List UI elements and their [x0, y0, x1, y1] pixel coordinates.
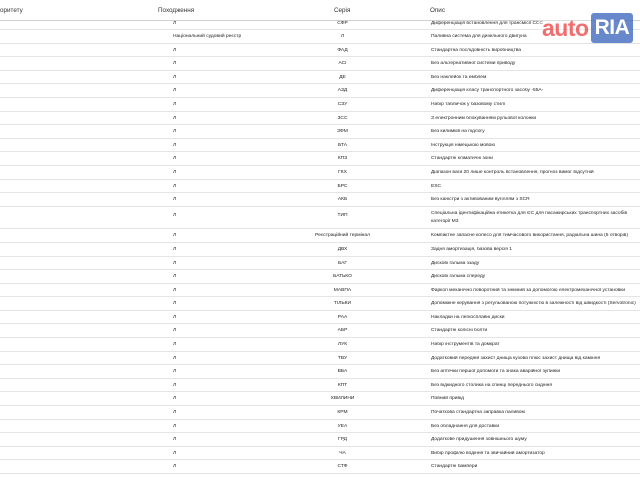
table-row — [0, 57, 640, 71]
cell-description: Без аптечки першої допомоги та знака аварійної зупинки — [431, 369, 561, 375]
cell-origin: Л — [173, 301, 177, 307]
table-row — [0, 180, 640, 194]
table-row — [0, 324, 640, 338]
cell-series: ЗСС — [337, 115, 348, 121]
cell-series: ТИП — [337, 212, 348, 218]
table-row — [0, 243, 640, 257]
table-row — [0, 379, 640, 393]
table-body — [0, 17, 640, 475]
table-row — [0, 98, 640, 112]
table-row — [0, 44, 640, 58]
cell-origin: Л — [173, 74, 177, 80]
cell-origin: Л — [173, 115, 177, 121]
cell-origin: Л — [173, 287, 177, 293]
cell-series: СЗУ — [337, 102, 348, 108]
table-row — [0, 84, 640, 98]
cell-series: Л — [340, 34, 345, 40]
cell-description: Інструкція німецькою мовою — [431, 142, 496, 148]
cell-description: Без відкидного столика на спинці переднього сидіння — [431, 382, 553, 388]
table-row — [0, 207, 640, 230]
cell-series: ГРД — [338, 437, 347, 443]
cell-series: ТІЛЬКИ — [333, 301, 352, 307]
cell-origin: Л — [173, 423, 177, 429]
table-row — [0, 166, 640, 180]
cell-series: ДЕ — [339, 74, 346, 80]
header-description: Опис — [430, 7, 445, 14]
cell-description: Набір інструментів та домкрат — [431, 342, 500, 348]
cell-origin: Л — [173, 246, 177, 252]
cell-origin: Л — [173, 20, 177, 26]
table-row — [0, 352, 640, 366]
cell-series: ГКХ — [338, 170, 347, 176]
table-row — [0, 447, 640, 461]
cell-origin: Л — [173, 260, 177, 266]
header-origin: Походження — [158, 7, 195, 14]
cell-description: Додатковий передній захист днища кузова плюс захист днища від каміння — [431, 355, 601, 361]
cell-description: Диференціація класу транспортного засобу -55А- — [431, 88, 544, 94]
cell-description: Повний привід — [431, 396, 464, 402]
cell-series: СТФ — [337, 464, 348, 470]
cell-origin: Л — [173, 314, 177, 320]
table-row — [0, 284, 640, 298]
cell-origin: Л — [173, 274, 177, 280]
cell-origin: Л — [173, 47, 177, 53]
cell-description: Паливна система для дизельного двигуна — [431, 34, 527, 40]
cell-series: ДВХ — [337, 246, 348, 252]
table-row — [0, 297, 640, 311]
header-priority: оритету — [0, 7, 23, 14]
cell-origin: Л — [173, 88, 177, 94]
cell-description: Без обладнання для доставки — [431, 423, 500, 429]
cell-description: Початкова стандартна заправка паливом — [431, 410, 525, 416]
cell-description: Без наклейок та емблем — [431, 74, 487, 80]
table-row — [0, 125, 640, 139]
watermark-ria-text: RIA — [591, 13, 634, 43]
header-series: Серія — [334, 7, 351, 14]
cell-series: КПЗ — [337, 156, 348, 162]
cell-origin: Л — [173, 450, 177, 456]
cell-series: ЛУК — [337, 342, 348, 348]
table-row — [0, 311, 640, 325]
cell-description: Спеціальна ідентифікаційна етикетка для ЄС для пасажирських транспортних засобів категорії М3 — [431, 210, 628, 224]
cell-description: Стандартні колісні болти — [431, 328, 488, 334]
table-row — [0, 433, 640, 447]
cell-description: Додаткове придушення зовнішнього шуму — [431, 437, 527, 443]
cell-series: ВБА — [337, 369, 348, 375]
cell-description: Стандартна послідовність виробництва — [431, 47, 521, 53]
table-row — [0, 229, 640, 243]
cell-description: Стандартні бампери — [431, 464, 478, 470]
cell-origin: Національний судовий реєстр — [173, 34, 242, 40]
cell-series: ЗФМ — [337, 129, 348, 135]
cell-description: Набір табличок у базовому стилі — [431, 102, 505, 108]
cell-origin: Л — [173, 129, 177, 135]
table-row — [0, 152, 640, 166]
cell-series: БТА — [337, 142, 348, 148]
cell-description: Дискові гальма ззаду — [431, 260, 480, 266]
table-row — [0, 139, 640, 153]
cell-description: Компактне запасне колесо для тимчасового використання, радіальна шина (5 отворів) — [431, 233, 628, 239]
cell-description: Задня амортизація, базова версія 1 — [431, 246, 512, 252]
cell-series: РАА — [337, 314, 348, 320]
table-row — [0, 257, 640, 271]
cell-series: СФР — [337, 20, 348, 26]
cell-series: БРС — [337, 183, 348, 189]
cell-description: Стандартні кліматичні зони — [431, 156, 493, 162]
cell-series: КПТ — [337, 382, 348, 388]
cell-description: Без каністри з активованим вугіллям з SCR — [431, 197, 530, 203]
table-row — [0, 338, 640, 352]
cell-origin: Л — [173, 328, 177, 334]
cell-origin: Л — [173, 197, 177, 203]
cell-description: Без килимків на підлогу — [431, 129, 485, 135]
cell-origin: Л — [173, 437, 177, 443]
table-row — [0, 460, 640, 474]
cell-description: Фаркоп механічно поворотний та знімний за допомогою електромеханічної установки — [431, 287, 626, 293]
cell-origin: Л — [173, 170, 177, 176]
cell-origin: Л — [173, 61, 177, 67]
table-row — [0, 193, 640, 207]
cell-series: БАГ — [337, 260, 347, 266]
cell-origin: Л — [173, 142, 177, 148]
table-row — [0, 420, 640, 434]
cell-origin: Л — [173, 183, 177, 189]
cell-series: АБР — [337, 328, 348, 334]
cell-origin: Л — [173, 212, 177, 218]
table-row — [0, 112, 640, 126]
cell-series: Реєстраційний термінал — [315, 233, 370, 239]
autoria-watermark — [538, 11, 640, 45]
cell-series: КРМ — [337, 410, 348, 416]
table-row — [0, 270, 640, 284]
table-row — [0, 406, 640, 420]
cell-origin: Л — [173, 369, 177, 375]
cell-series: АКБ — [337, 197, 348, 203]
cell-series: УЕА — [337, 423, 348, 429]
cell-origin: Л — [173, 156, 177, 162]
cell-description: Допоміжне керування з регульованою потужністю в залежності від швидкості (Servotronic) — [431, 301, 636, 307]
cell-description: З електронним блокуванням рульової колонки — [431, 115, 537, 121]
cell-series: АСІ — [338, 61, 347, 67]
cell-origin: Л — [173, 464, 177, 470]
cell-description: Дискові гальма спереду — [431, 274, 486, 280]
cell-origin: Л — [173, 233, 177, 239]
cell-origin: Л — [173, 102, 177, 108]
cell-series: ХВИЛИНИ — [330, 396, 355, 402]
cell-origin: Л — [173, 396, 177, 402]
cell-origin: Л — [173, 382, 177, 388]
cell-origin: Л — [173, 410, 177, 416]
cell-series: БАТЬКО — [333, 274, 352, 280]
cell-description: Накладки на легкосплавні диски — [431, 314, 505, 320]
cell-series: ФАД — [337, 47, 348, 53]
cell-series: ЧА — [339, 450, 346, 456]
cell-series: АЗД — [337, 88, 348, 94]
watermark-auto-text: auto — [538, 15, 591, 42]
cell-description: Диференціація встановлення для трансмісії ССС — [431, 20, 544, 26]
table-row — [0, 365, 640, 379]
table-row — [0, 71, 640, 85]
cell-description: Діапазон ваги 20 лише контроль встановлення, прогноз вимог відсутній — [431, 170, 594, 176]
table-row — [0, 392, 640, 406]
cell-origin: Л — [173, 355, 177, 361]
cell-origin: Л — [173, 342, 177, 348]
cell-description: ESC — [431, 183, 442, 189]
cell-description: Вибір профілю водіння та звичайний амортизатор — [431, 450, 545, 456]
cell-series: ТВУ — [337, 355, 348, 361]
cell-series: МАВПА — [333, 287, 352, 293]
cell-description: Без альтернативної системи приводу — [431, 61, 516, 67]
